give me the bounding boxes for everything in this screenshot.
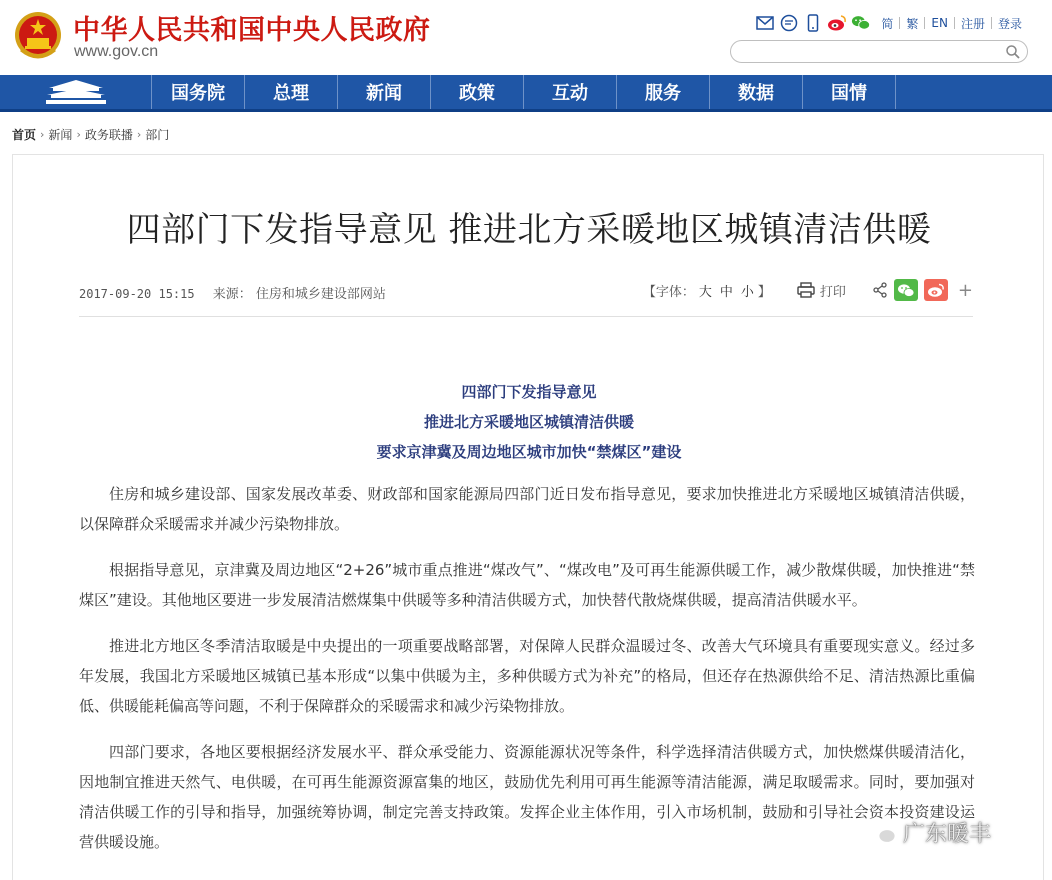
wechat-icon [897,283,915,298]
share-more-icon[interactable]: + [957,279,973,301]
nav-item-interaction[interactable]: 互动 [524,75,617,109]
nav-item-state-council[interactable]: 国务院 [152,75,245,109]
print-label: 打印 [819,284,846,300]
share-icon[interactable] [872,282,888,298]
site-domain: www.gov.cn [74,43,159,60]
nav-item-data[interactable]: 数据 [710,75,803,109]
wechat-icon[interactable] [851,13,871,33]
nav-item-national-profile[interactable]: 国情 [803,75,896,109]
share-weibo-button[interactable] [924,279,948,301]
weibo-icon [927,283,945,298]
breadcrumb [12,126,169,143]
font-size-large[interactable]: 大 [698,284,712,300]
article-meta [79,281,973,317]
nav-home[interactable] [0,75,152,109]
tiananmen-icon [45,79,107,105]
subtitle-line: 推进北方采暖地区城镇清洁供暖 [423,413,634,431]
breadcrumb-government-broadcast[interactable]: 政务联播 [84,128,133,142]
share-tools [872,279,973,301]
breadcrumb-news[interactable]: 新闻 [48,128,73,142]
article-paragraph: 推进北方地区冬季清洁取暖是中央提出的一项重要战略部署，对保障人民群众温暖过冬、改善大气环境具有重要现实意义。经过多年发展，我国北方采暖地区城镇已基本形成“以集中供暖为主，多种供暖方式为补充”的格局，但还存在热源供给不足、清洁热源比重偏低、供暖能耗偏高等问题，不利于保障群众的采暖需求和减少污染物排放。 [79,637,975,715]
mobile-icon[interactable] [803,13,823,33]
english-link[interactable]: EN [931,16,948,30]
chevron-right-icon: › [40,128,45,141]
article-subtitles [13,377,1045,467]
article-paragraph: 住房和城乡建设部、国家发展改革委、财政部和国家能源局四部门近日发布指导意见，要求加快推进北方采暖地区城镇清洁供暖，以保障群众采暖需求并减少污染物排放。 [79,485,975,533]
weibo-icon[interactable] [827,13,847,33]
search-input[interactable] [741,43,991,60]
nav-item-services[interactable]: 服务 [617,75,710,109]
nav-items [152,75,896,109]
font-size-close: 】 [757,284,771,300]
source-name: 住房和城乡建设部网站 [255,287,386,302]
watermark [867,817,991,848]
register-link[interactable]: 注册 [960,16,985,31]
traditional-chinese-link[interactable]: 繁 [906,16,919,31]
message-icon[interactable] [779,13,799,33]
chevron-right-icon: › [136,128,142,141]
font-size-medium[interactable]: 中 [719,284,733,300]
site-header [0,0,1052,75]
article-title: 四部门下发指导意见 推进北方采暖地区城镇清洁供暖 [126,210,932,250]
article-paragraph: 根据指导意见，京津冀及周边地区“2+26”城市重点推进“煤改气”、“煤改电”及可再生能源供暖工作，减少散煤供暖，加快推进“禁煤区”建设。其他地区要进一步发展清洁燃煤集中供暖等多种清洁供暖方式，加快替代散烧煤供暖，提高清洁供暖水平。 [79,561,975,609]
breadcrumb-departments[interactable]: 部门 [145,128,170,142]
site-title[interactable]: 中华人民共和国中央人民政府 [73,15,431,46]
source-label: 来源： [212,287,252,302]
article-paragraph: 四部门要求，各地区要根据经济发展水平、群众承受能力、资源能源状况等条件，科学选择清洁供暖方式，加快燃煤供暖清洁化，因地制宜推进天然气、电供暖，在可再生能源资源富集的地区，鼓励优先利用可再生能源等清洁能源，满足取暖需求。同时，要加强对清洁供暖工作的引导和指导，加强统筹协调，制定完善支持政策。发挥企业主体作用，引入市场机制，鼓励和引导社会资本投资建设运营供暖设施。 [79,743,975,851]
font-size-small[interactable]: 小 [740,284,754,300]
wechat-icon [867,820,897,846]
publish-date: 2017-09-20 15:15 [79,287,195,301]
top-links [755,12,1028,34]
printer-icon [797,282,815,298]
mail-icon[interactable] [755,13,775,33]
chevron-right-icon: › [76,128,81,141]
print-button[interactable] [797,281,846,300]
article-info [79,283,386,302]
subtitle-line: 要求京津冀及周边地区城市加快“禁煤区”建设 [376,443,682,461]
subtitle-line: 四部门下发指导意见 [461,383,597,401]
nav-item-news[interactable]: 新闻 [338,75,431,109]
national-emblem-icon[interactable] [13,10,63,62]
nav-item-policy[interactable]: 政策 [431,75,524,109]
simplified-chinese-link[interactable]: 简 [881,16,894,31]
watermark-text: 广东暖丰 [903,822,992,847]
article-container [12,154,1044,880]
article-body [79,479,975,873]
breadcrumb-home[interactable]: 首页 [12,128,37,142]
search-box [730,40,1028,63]
share-wechat-button[interactable] [894,279,918,301]
font-size-label: 【字体： [642,284,695,300]
main-nav [0,75,1052,112]
search-icon[interactable] [1005,44,1021,60]
login-link[interactable]: 登录 [997,16,1022,31]
article-tools [643,279,973,301]
nav-item-premier[interactable]: 总理 [245,75,338,109]
